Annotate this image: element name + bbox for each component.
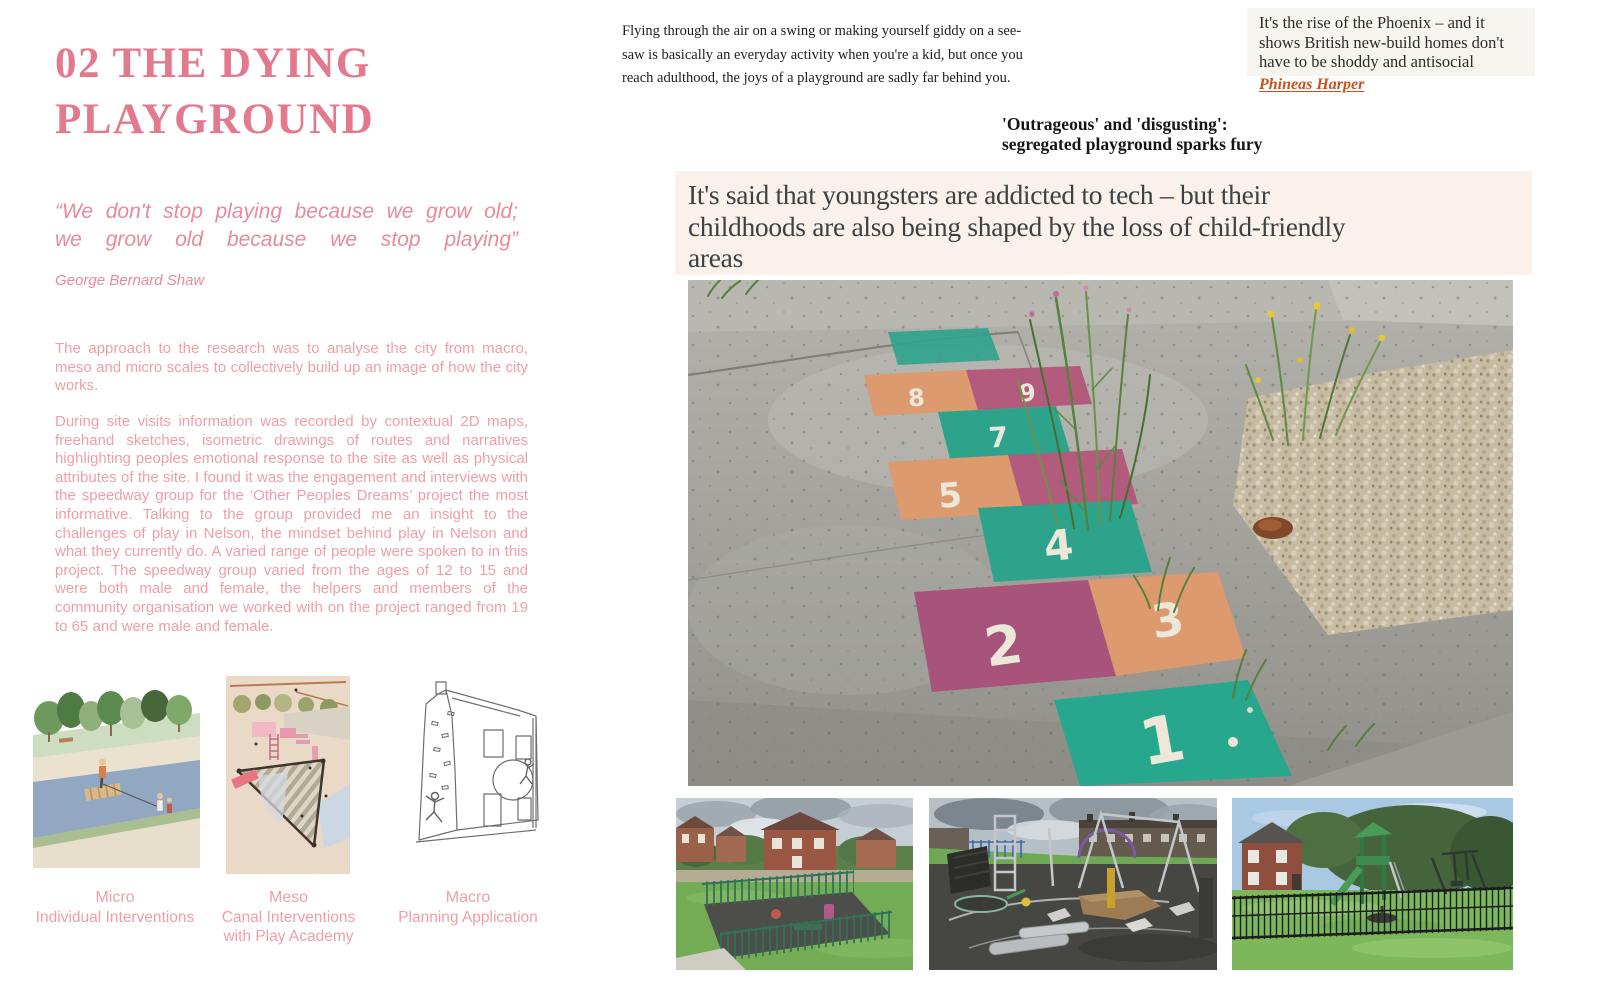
quote-attribution: George Bernard Shaw [55, 272, 205, 289]
scale-sublabel: Planning Application [398, 909, 538, 926]
hopscotch-number-8: 8 [907, 383, 926, 413]
guardian-clipping [1247, 8, 1535, 94]
scale-name: Meso [268, 889, 309, 906]
thumbnail-photo-1 [676, 798, 913, 970]
thumbnail-photo-3 [1232, 798, 1513, 970]
hopscotch-number-3: 3 [1148, 591, 1188, 650]
scale-sublabel: Canal Interventions with Play Academy [221, 909, 356, 945]
scale-name: Macro [445, 889, 491, 906]
hopscotch-number-9: 9 [1018, 378, 1037, 408]
feature-headline: It's said that youngsters are addicted to tech – but their childhoods are also being shaped by the loss of child-friendly areas [688, 179, 1346, 273]
news-headline-line1: 'Outrageous' and 'disgusting': [1002, 114, 1228, 134]
hopscotch-photo [688, 280, 1513, 786]
hopscotch-number-5: 5 [936, 475, 964, 517]
hopscotch-number-7: 7 [987, 420, 1010, 455]
title-line1: 02 THE DYING [55, 40, 371, 87]
body-paragraph-1: The approach to the research was to analyse the city from macro, meso and micro scales to collectively build up an image of how the city works. [55, 340, 528, 395]
guardian-headline: It's the rise of the Phoenix – and it shows British new-build homes don't have to be shoddy and antisocial [1247, 8, 1535, 76]
thumbnail-photo-2 [929, 798, 1217, 970]
scale-name: Micro [95, 889, 135, 906]
body-paragraph-2: During site visits information was recorded by contextual 2D maps, freehand sketches, isometric drawings of routes and narratives highlighting peoples emotional response to the site as well as physical attributes of the site. I found it was the engagement and interviews with the speedway group for the ‘Other Peoples Dreams’ project the most informative. Talking to the group provided me an insight to the challenges of play in Nelson, the mindset behind play in Nelson and what they currently do. A varied range of people were spoken to in this project. The speedway group varied from the ages of 12 to 15 and were both male and female, the helpers and members of the community organisation we worked with on the project ranged from 19 to 65 and were male and female. [55, 413, 528, 635]
news-headline [1002, 114, 1262, 154]
quote-line1: “We don't stop playing because we grow old; [55, 200, 518, 223]
news-headline-line2: segregated playground sparks fury [1002, 134, 1263, 154]
hopscotch-number-1: 1 [1134, 701, 1191, 782]
hopscotch-square-10 [888, 328, 1000, 365]
title-line2: PLAYGROUND [55, 96, 375, 143]
intro-paragraph: Flying through the air on a swing or making yourself giddy on a see-saw is basically an everyday activity when you're a kid, but once you reach adulthood, the joys of a playground are sadly far behind you. [622, 23, 1023, 86]
hopscotch-number-2: 2 [980, 611, 1027, 680]
quote-line2: we grow old because we stop playing” [55, 228, 518, 251]
byline-link[interactable]: Phineas Harper [1259, 75, 1365, 93]
scale-sublabel: Individual Interventions [35, 909, 195, 926]
feature-panel [675, 171, 1532, 275]
hopscotch-number-4: 4 [1041, 519, 1076, 572]
